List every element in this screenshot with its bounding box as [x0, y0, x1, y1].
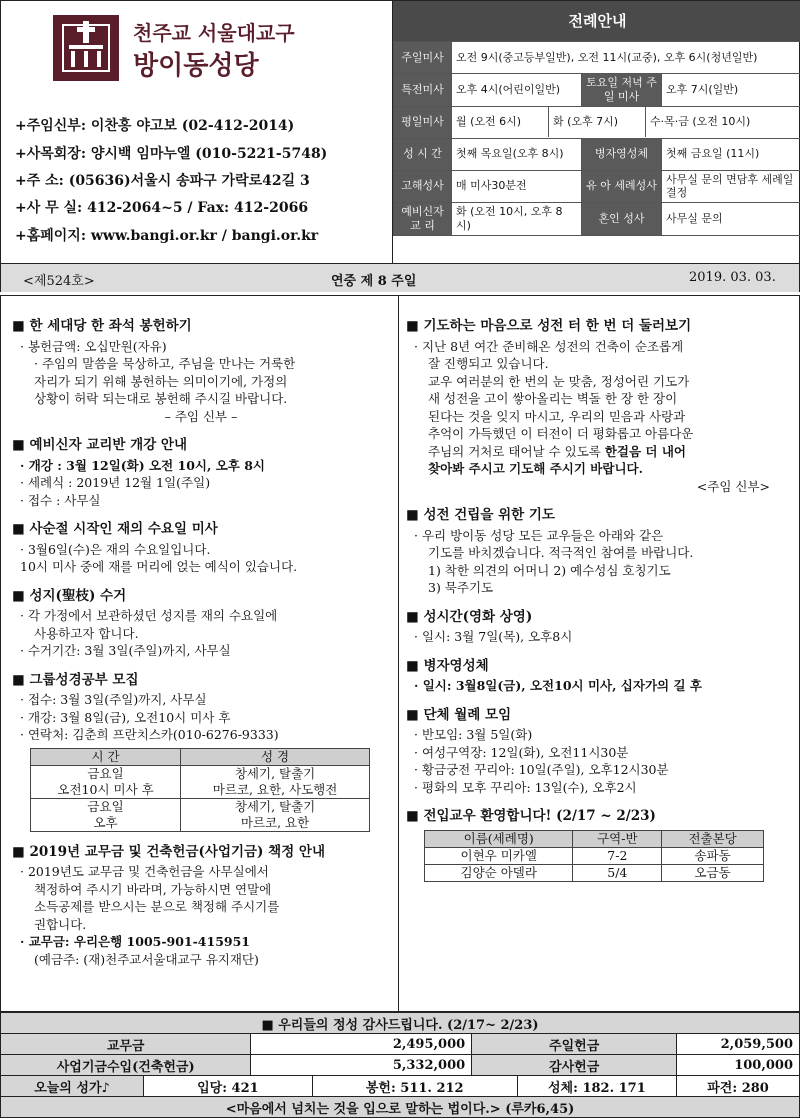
notice-tithe-2019 [12, 844, 390, 969]
notice-line [406, 443, 790, 461]
info-homepage[interactable]: +홈페이지: www.bangi.or.kr / bangi.or.kr [15, 228, 319, 244]
hymn-label: 오늘의 성가♪ [1, 1076, 144, 1097]
notice-line: 3) 묵주기도 [428, 580, 494, 595]
notice-line: 소득공제를 받으시는 분으로 책정해 주시기를 [34, 899, 280, 914]
notice-line: · 개강 : 3월 12일(화) 오전 10시, 오후 8시 [20, 457, 265, 473]
notice-title: ■ 병자영성체 [406, 658, 790, 676]
infant-info: 사무실 문의 면담후 세례일 결정 [662, 170, 800, 203]
notice-line: · 교무금: 우리은행 1005-901-415951 [20, 934, 250, 949]
notice-line: · 각 가정에서 보관하셨던 성지를 재의 수요일에 [20, 608, 278, 623]
table-cell: 오금동 [662, 864, 764, 881]
notice-prayer [406, 507, 790, 597]
offering-value: 100,000 [677, 1055, 800, 1076]
info-office: +사 무 실: 412-2064~5 / Fax: 412-2066 [15, 200, 309, 216]
notice-signature: <주임 신부> [696, 478, 770, 494]
offering-title: ■ 우리들의 정성 감사드립니다. (2/17~ 2/23) [1, 1013, 800, 1034]
info-president: +사목회장: 양시백 임마누엘 (010-5221-5748) [15, 146, 328, 162]
notice-title: ■ 그룹성경공부 모집 [12, 672, 390, 690]
weekday-label: 평일미사 [394, 106, 452, 138]
notice-line: · 접수: 3월 3일(주일)까지, 사무실 [20, 692, 207, 707]
notice-title: ■ 기도하는 마음으로 성전 터 한 번 더 둘러보기 [406, 318, 790, 336]
notice-signature: – 주임 신부 – [164, 408, 238, 424]
table-header: 시 간 [31, 748, 181, 765]
table-row [31, 798, 370, 831]
special-label: 특전미사 [394, 74, 452, 107]
issue-bar [1, 263, 799, 292]
table-row [425, 864, 764, 881]
notice-line: · 접수 : 사무실 [20, 492, 101, 508]
notice-line: 새 성전을 고이 쌓아올리는 벽돌 한 장 한 장이 [428, 391, 678, 406]
special-times: 오후 4시(어린이일반) [452, 74, 582, 107]
notice-line: · 수거기간: 3월 3일(주일)까지, 사무실 [20, 643, 231, 658]
notice-line: 찾아봐 주시고 기도해 주시기 바랍니다. [428, 461, 643, 476]
notice-sick-communion [406, 658, 790, 695]
table-header: 이름(세례명) [425, 830, 573, 847]
diocese-name: 천주교 서울대교구 [133, 21, 295, 45]
notice-line: · 황금궁전 꾸리아: 10일(주일), 오후12시30분 [414, 762, 669, 777]
notice-title: ■ 전입교우 환영합니다! (2/17 ~ 2/23) [406, 808, 790, 826]
notice-ash-wednesday [12, 521, 390, 576]
marriage-info: 사무실 문의 [662, 203, 800, 236]
confession-label: 고해성사 [394, 170, 452, 203]
notice-title: ■ 사순절 시작인 재의 수요일 미사 [12, 521, 390, 539]
sick-label: 병자영성체 [582, 138, 662, 170]
bulletin-header [0, 0, 800, 292]
notice-line: (예금주: (재)천주교서울대교구 유지재단) [34, 951, 259, 967]
notice-line: 기도를 바치겠습니다. 적극적인 참여를 바랍니다. [428, 545, 694, 560]
column-divider [398, 295, 399, 1012]
notice-line: · 일시: 3월8일(금), 오전10시 미사, 십자가의 길 후 [414, 678, 702, 693]
table-cell: 김양순 아델라 [425, 864, 573, 881]
sick-time: 첫째 금요일 (11시) [662, 138, 800, 170]
hymn-offertory: 봉헌: 511. 212 [312, 1076, 517, 1097]
hymn-communion: 성체: 182. 171 [517, 1076, 676, 1097]
table-cell: 송파동 [662, 847, 764, 864]
notice-holy-hour [406, 609, 790, 646]
notice-text: 주님의 거처로 태어날 수 있도록 [428, 443, 605, 459]
offering-label: 교무금 [1, 1034, 251, 1055]
offering-section [0, 1012, 800, 1118]
notice-seat-offering [12, 318, 390, 425]
notice-title: ■ 단체 월례 모임 [406, 707, 790, 725]
notice-line: · 주임의 말씀을 묵상하고, 주님을 만나는 거룩한 [34, 356, 296, 371]
notice-title: ■ 성전 건립을 위한 기도 [406, 507, 790, 525]
notice-line: 1) 착한 의견의 어머니 2) 예수성심 호칭기도 [428, 562, 671, 578]
notice-visit-site [406, 318, 790, 495]
issue-date: 2019. 03. 03. [689, 270, 776, 285]
weekday-wed-fri: 수·목·금 (오전 10시) [650, 115, 751, 129]
table-row [31, 765, 370, 798]
table-header: 전출본당 [662, 830, 764, 847]
table-cell: 이현우 미카엘 [425, 847, 573, 864]
holyhour-time: 첫째 목요일(오후 8시) [452, 138, 582, 170]
table-cell: 금요일 [87, 765, 124, 781]
table-cell: 금요일 [87, 798, 124, 814]
notice-line: · 봉헌금액: 오십만원(자유) [20, 338, 167, 354]
notice-line: 자리가 되기 위해 봉헌하는 의미이기에, 가정의 [34, 373, 288, 389]
weekday-tue: 화 (오후 7시) [549, 107, 646, 137]
offering-label: 사업기금수입(건축헌금) [1, 1055, 251, 1076]
table-row [425, 847, 764, 864]
notice-line: 상황이 허락 되는대로 봉헌해 주시길 바랍니다. [34, 391, 288, 406]
infant-label: 유 아 세례성사 [582, 170, 662, 203]
holyhour-label: 성 시 간 [394, 138, 452, 170]
notice-line: · 반모임: 3월 5일(화) [414, 727, 533, 742]
notice-line: 된다는 것을 잊지 마시고, 우리의 믿음과 사랑과 [428, 408, 686, 424]
notice-line: 책정하여 주시기 바라며, 가능하시면 연말에 [34, 881, 272, 897]
notice-line: · 2019년도 교무금 및 건축헌금을 사무실에서 [20, 864, 269, 879]
notice-line: · 평화의 모후 꾸리아: 13일(수), 오후2시 [414, 779, 637, 795]
confession-time: 매 미사30분전 [452, 170, 582, 203]
hymn-recessional: 파견: 280 [677, 1076, 800, 1097]
notice-line: · 여성구역장: 12일(화), 오전11시30분 [414, 744, 629, 760]
offering-label: 감사헌금 [472, 1055, 677, 1076]
notice-line: 추억이 가득했던 이 터전이 더 평화롭고 아름다운 [428, 426, 694, 441]
weekday-mon: 월 (오전 6시) [452, 107, 549, 137]
parish-name: 방이동성당 [133, 51, 259, 81]
hymn-entry: 입당: 421 [144, 1076, 313, 1097]
notice-line: · 일시: 3월 7일(목), 오후8시 [414, 629, 573, 644]
offering-value: 2,495,000 [251, 1034, 472, 1055]
bible-study-table [30, 748, 370, 832]
notice-line: 교우 여러분의 한 번의 눈 맞춤, 정성어린 기도가 [428, 373, 690, 389]
notice-palm-collection [12, 588, 390, 660]
table-cell: 5/4 [573, 864, 662, 881]
offering-value: 5,332,000 [251, 1055, 472, 1076]
notice-title: ■ 예비신자 교리반 개강 안내 [12, 437, 390, 455]
table-header: 구역-반 [573, 830, 662, 847]
sunday-label: 주일미사 [394, 42, 452, 74]
notice-line: 잘 진행되고 있습니다. [428, 356, 549, 371]
table-cell: 오후 [93, 814, 118, 830]
table-cell: 마르코, 요한 [240, 814, 310, 830]
notice-bible-study [12, 672, 390, 832]
notice-line: · 3월6일(수)은 재의 수요일입니다. [20, 541, 211, 557]
notice-line: · 개강: 3월 8일(금), 오전10시 미사 후 [20, 709, 231, 725]
liturgical-week: 연중 제 8 주일 [331, 274, 417, 289]
issue-number: <제524호> [23, 274, 95, 289]
mass-schedule-title: 전례안내 [393, 1, 800, 41]
table-header: 성 경 [181, 748, 370, 765]
new-members-table [424, 830, 764, 882]
table-cell: 오전10시 미사 후 [57, 781, 154, 797]
notice-title: ■ 한 세대당 한 좌석 봉헌하기 [12, 318, 390, 336]
notice-line: · 세례식 : 2019년 12월 1일(주일) [20, 475, 211, 490]
notice-new-members [406, 808, 790, 882]
table-cell: 창세기, 탈출기 [234, 765, 316, 781]
notice-line: 사용하고자 합니다. [34, 625, 139, 641]
offering-value: 2,059,500 [677, 1034, 800, 1055]
info-address: +주 소: (05636)서울시 송파구 가락로42길 3 [15, 173, 310, 189]
notice-title: ■ 성시간(영화 상영) [406, 609, 790, 627]
saturday-label: 토요일 저녁 주일 미사 [582, 74, 662, 107]
table-cell: 7-2 [573, 847, 662, 864]
notice-title: ■ 2019년 교무금 및 건축헌금(사업기금) 책정 안내 [12, 844, 390, 862]
notice-catechumen [12, 437, 390, 509]
sunday-times: 오전 9시(중고등부일반), 오전 11시(교중), 오후 6시(청년일반) [452, 42, 800, 74]
notice-line: · 우리 방이동 성당 모든 교우들은 아래와 같은 [414, 527, 664, 543]
mass-schedule [392, 1, 800, 263]
notice-line: 권합니다. [34, 916, 87, 932]
notice-line: · 연락처: 김춘희 프란치스카(010-6276-9333) [20, 727, 279, 742]
table-cell: 마르코, 요한, 사도행전 [212, 781, 338, 797]
saturday-times: 오후 7시(일반) [662, 74, 800, 107]
catechumen-label: 예비신자 교 리 [394, 203, 452, 236]
offering-label: 주일헌금 [472, 1034, 677, 1055]
right-column [406, 318, 790, 894]
notice-line: 10시 미사 중에 재를 머리에 얹는 예식이 있습니다. [20, 559, 298, 574]
info-priest: +주임신부: 이찬홍 야고보 (02-412-2014) [15, 118, 295, 134]
table-cell: 창세기, 탈출기 [234, 798, 316, 814]
marriage-label: 혼인 성사 [582, 203, 662, 236]
catechumen-time: 화 (오전 10시, 오후 8시) [452, 203, 582, 236]
notice-group-meetings [406, 707, 790, 797]
notice-line: · 지난 8년 여간 준비해온 성전의 건축이 순조롭게 [414, 338, 684, 354]
notice-title: ■ 성지(聖枝) 수거 [12, 588, 390, 606]
bible-quote: <마음에서 넘치는 것을 입으로 말하는 법이다.> (루카6,45) [1, 1097, 800, 1118]
parish-logo [53, 15, 119, 81]
notice-text-bold: 한걸음 더 내어 [604, 443, 686, 459]
left-column [12, 318, 390, 980]
